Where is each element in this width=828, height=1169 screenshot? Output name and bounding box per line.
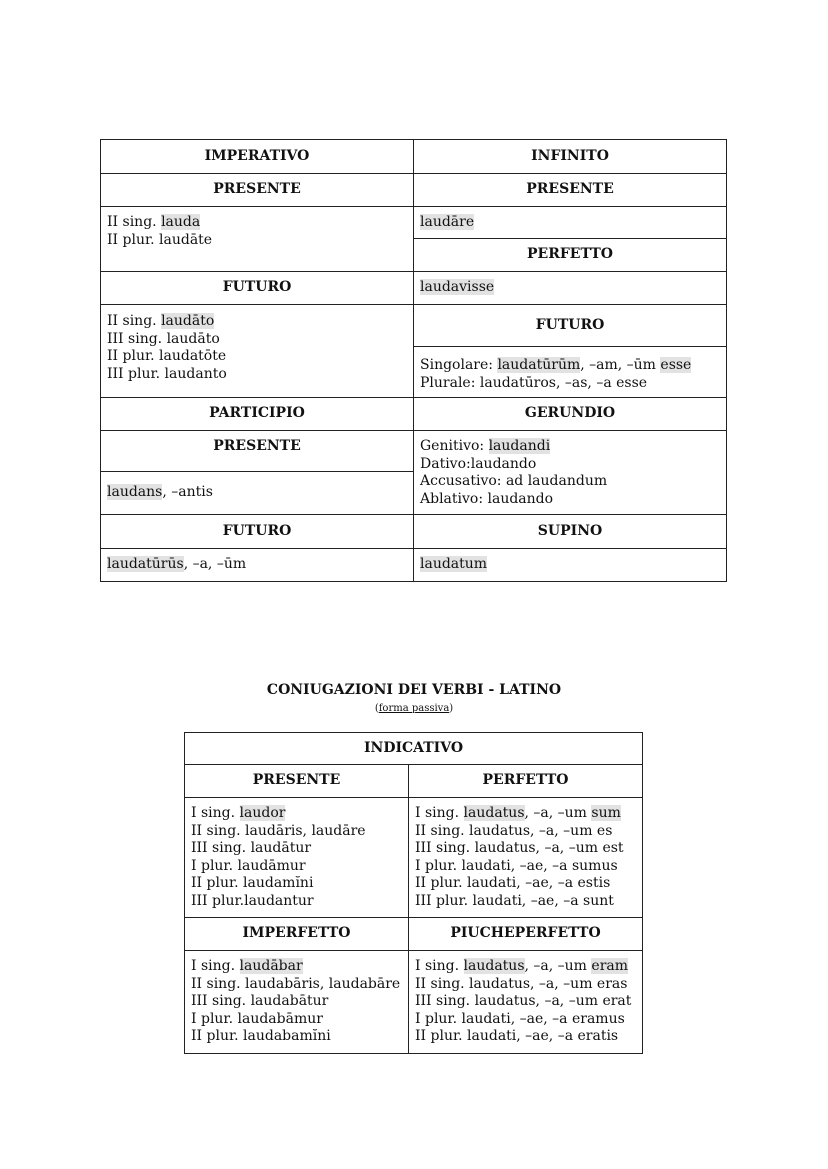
imperfetto-forms: I sing. laudābar II sing. laudabāris, laudabāre III sing. laudabātur I plur. laudabāmur II plur. laudabamĭni: [185, 951, 409, 1054]
header-imperativo-presente: PRESENTE: [101, 174, 414, 207]
imperativo-futuro-forms: II sing. laudāto III sing. laudāto II plur. laudatōte III plur. laudanto: [101, 305, 414, 398]
header-imperativo-futuro: FUTURO: [101, 272, 414, 305]
header-infinito-perfetto: PERFETTO: [414, 239, 727, 272]
header-imperfetto: IMPERFETTO: [185, 918, 409, 951]
header-participio-presente: PRESENTE: [101, 431, 414, 472]
perfetto-forms: I sing. laudatus, –a, –um sum II sing. laudatus, –a, –um es III sing. laudatus, –a, –um est I plur. laudati, –ae, –a sumus II plur. laudati, –ae, –a estis III plur. laudati, –ae, –a sunt: [409, 798, 643, 918]
presente-forms: I sing. laudor II sing. laudāris, laudāre III sing. laudātur I plur. laudāmur II plur. laudamĭni III plur.laudantur: [185, 798, 409, 918]
header-supino: SUPINO: [414, 515, 727, 549]
participio-futuro-form: laudatūrūs, –a, –ūm: [101, 549, 414, 582]
header-participio-futuro: FUTURO: [101, 515, 414, 549]
header-piucheperfetto: PIUCHEPERFETTO: [409, 918, 643, 951]
participio-presente-form: laudans, –antis: [101, 472, 414, 515]
header-participio: PARTICIPIO: [101, 398, 414, 431]
header-presente: PRESENTE: [185, 765, 409, 798]
header-indicativo: INDICATIVO: [185, 733, 643, 765]
table-indicativo-passivo: [184, 732, 643, 1054]
header-infinito: INFINITO: [414, 140, 727, 174]
table-imperativo-infinito: [100, 139, 727, 582]
header-infinito-futuro: FUTURO: [414, 305, 727, 347]
section-title: CONIUGAZIONI DEI VERBI - LATINO: [266, 682, 562, 698]
header-gerundio: GERUNDIO: [414, 398, 727, 431]
header-perfetto: PERFETTO: [409, 765, 643, 798]
imperativo-presente-forms: II sing. lauda II plur. laudāte: [101, 207, 414, 272]
piucheperfetto-forms: I sing. laudatus, –a, –um eram II sing. laudatus, –a, –um eras III sing. laudatus, –a, –um erat I plur. laudati, –ae, –a eramus II plur. laudati, –ae, –a eratis: [409, 951, 643, 1054]
infinito-presente-form: laudāre: [414, 207, 727, 239]
infinito-perfetto-form: laudavisse: [414, 272, 727, 305]
supino-form: laudatum: [414, 549, 727, 582]
gerundio-forms: Genitivo: laudandi Dativo:laudando Accusativo: ad laudandum Ablativo: laudando: [414, 431, 727, 515]
infinito-futuro-forms: Singolare: laudatūrūm, –am, –ūm esse Plurale: laudatūros, –as, –a esse: [414, 347, 727, 398]
header-imperativo: IMPERATIVO: [101, 140, 414, 174]
section-subtitle: (forma passiva): [374, 703, 454, 714]
header-infinito-presente: PRESENTE: [414, 174, 727, 207]
